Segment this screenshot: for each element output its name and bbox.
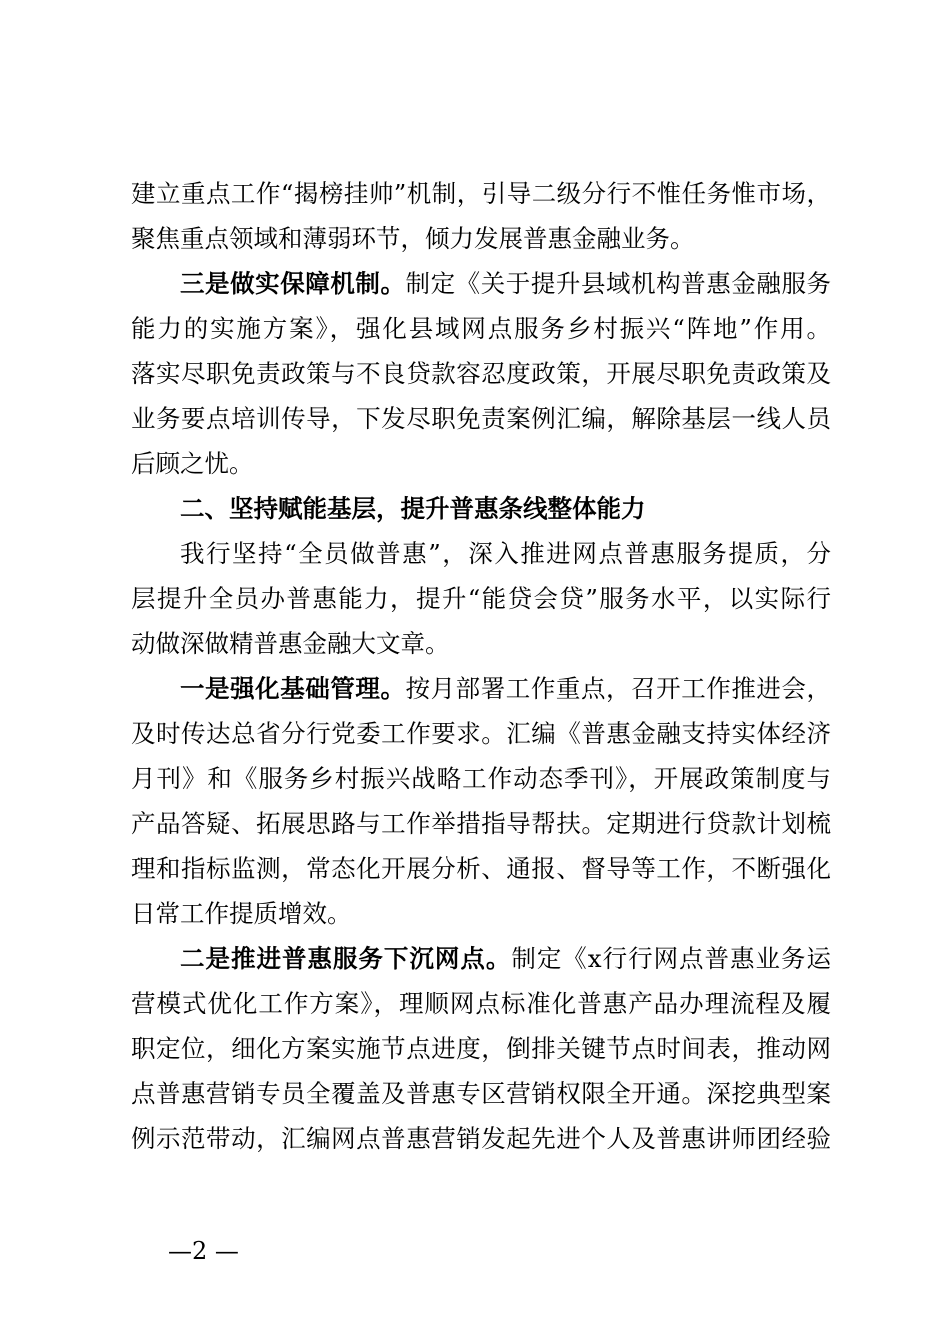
paragraph-line: 动做深做精普惠金融大文章。 [131, 629, 450, 658]
paragraph-line [180, 266, 831, 302]
paragraph-line: 层提升全员办普惠能力，提升“能贷会贷”服务水平，以实际行 [131, 584, 831, 613]
paragraph-line: 产品答疑、拓展思路与工作举措指导帮扶。定期进行贷款计划梳 [131, 809, 831, 838]
page-number: —2 — [168, 1237, 239, 1265]
paragraph-lead: 二是推进普惠服务下沉网点。 [180, 944, 512, 973]
paragraph-line: 职定位，细化方案实施节点进度，倒排关键节点时间表，推动网 [131, 1034, 831, 1063]
paragraph-line: 落实尽职免责政策与不良贷款容忍度政策，开展尽职免责政策及 [131, 359, 831, 388]
paragraph-line [180, 941, 831, 977]
paragraph-line [180, 671, 831, 707]
paragraph-line: 月刊》和《服务乡村振兴战略工作动态季刊》，开展政策制度与 [131, 764, 831, 793]
section-heading: 二、坚持赋能基层，提升普惠条线整体能力 [180, 494, 646, 523]
paragraph-line: 能力的实施方案》，强化县域网点服务乡村振兴“阵地”作用。 [131, 314, 831, 343]
paragraph-line: 建立重点工作“揭榜挂帅”机制，引导二级分行不惟任务惟市场， [131, 179, 831, 208]
paragraph-line: 例示范带动，汇编网点普惠营销发起先进个人及普惠讲师团经验 [131, 1124, 831, 1153]
paragraph-line: 业务要点培训传导，下发尽职免责案例汇编，解除基层一线人员 [131, 404, 831, 433]
paragraph-line: 点普惠营销专员全覆盖及普惠专区营销权限全开通。深挖典型案 [131, 1079, 831, 1108]
paragraph-lead: 一是强化基础管理。 [180, 674, 406, 703]
paragraph-line: 聚焦重点领域和薄弱环节，倾力发展普惠金融业务。 [131, 224, 695, 253]
paragraph-text: 制定《x行行网点普惠业务运 [511, 944, 831, 973]
paragraph-line: 后顾之忧。 [131, 449, 254, 478]
paragraph-line: 日常工作提质增效。 [131, 899, 352, 928]
paragraph-line: 及时传达总省分行党委工作要求。汇编《普惠金融支持实体经济 [131, 719, 831, 748]
paragraph-text: 按月部署工作重点，召开工作推进会， [405, 674, 832, 703]
paragraph-line: 营模式优化工作方案》，理顺网点标准化普惠产品办理流程及履 [131, 989, 831, 1018]
paragraph-line: 我行坚持“全员做普惠”，深入推进网点普惠服务提质，分 [180, 539, 831, 568]
paragraph-line: 理和指标监测，常态化开展分析、通报、督导等工作，不断强化 [131, 854, 831, 883]
paragraph-text: 制定《关于提升县域机构普惠金融服务 [405, 269, 832, 298]
paragraph-lead: 三是做实保障机制。 [180, 269, 406, 298]
